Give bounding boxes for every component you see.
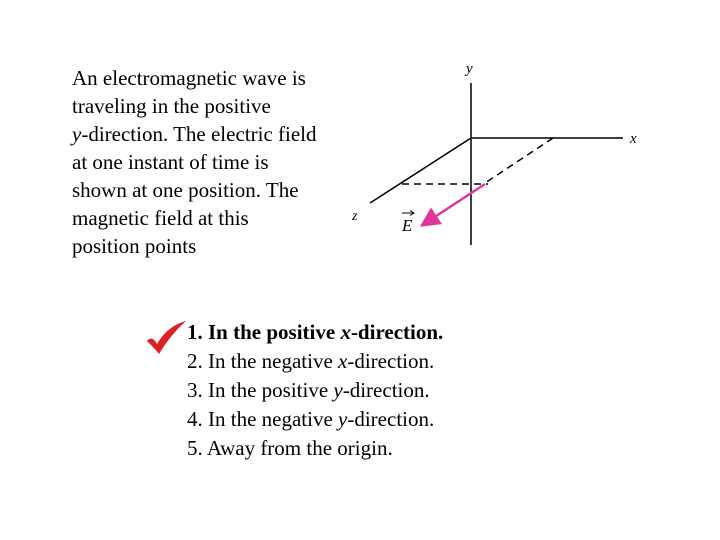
answer-number: 5. (187, 436, 203, 460)
answer-option-1[interactable] (187, 318, 443, 347)
question-line: traveling in the positive (72, 94, 271, 118)
answer-text: In the negative (202, 407, 339, 431)
question-line: shown at one position. The (72, 178, 299, 202)
question-line (72, 120, 372, 148)
z-axis-line (370, 138, 471, 203)
answer-var: y (333, 378, 343, 402)
answer-var: y (338, 407, 348, 431)
answer-var: x (338, 349, 348, 373)
answer-var: x (340, 320, 351, 344)
question-var-y: y (72, 122, 82, 146)
question-line: position points (72, 234, 197, 258)
answer-option-4[interactable] (187, 405, 443, 434)
answer-text: In the negative (202, 349, 339, 373)
question-line: at one instant of time is (72, 150, 269, 174)
dashed-parallel-line (485, 138, 553, 183)
question-line: magnetic field at this (72, 206, 249, 230)
answer-number: 4. (187, 407, 203, 431)
z-axis-label: z (352, 209, 358, 224)
answer-text: In the positive (202, 378, 334, 402)
answer-number: 3. (187, 378, 203, 402)
y-axis-label: y (466, 61, 473, 77)
answer-text-suffix: -direction. (350, 320, 444, 344)
answer-text-suffix: -direction. (347, 349, 435, 373)
answer-option-5[interactable] (187, 434, 443, 463)
question-line-rest: -direction. The electric field (81, 122, 317, 146)
answer-option-3[interactable] (187, 376, 443, 405)
answer-option-2[interactable] (187, 347, 443, 376)
x-axis-label: x (630, 131, 637, 147)
question-line: An electromagnetic wave is (72, 66, 306, 90)
answer-text-suffix: -direction. (342, 378, 430, 402)
answer-list (187, 318, 443, 463)
question-text (72, 64, 372, 260)
axis-diagram (340, 55, 660, 255)
answer-number: 2. (187, 349, 203, 373)
answer-text: Away from the origin. (202, 436, 393, 460)
answer-text: In the positive (202, 320, 341, 344)
checkmark-icon (144, 320, 190, 356)
e-vector-arrow (424, 184, 485, 224)
answer-number: 1. (187, 320, 203, 344)
e-vector-label: E (402, 216, 413, 235)
answer-text-suffix: -direction. (347, 407, 435, 431)
